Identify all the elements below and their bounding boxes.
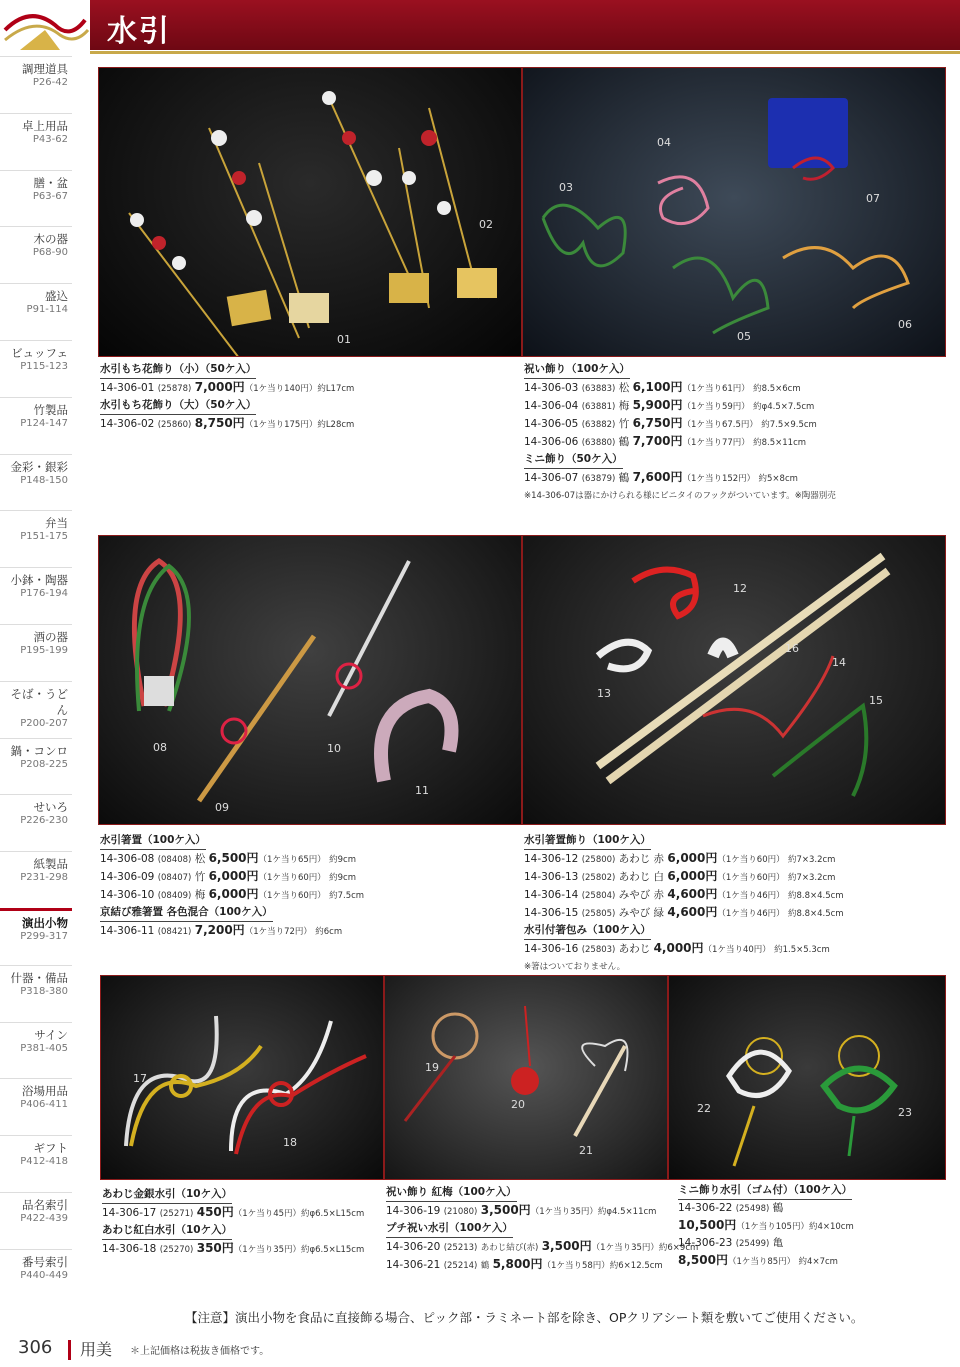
product-code: 14-306-23 (678, 1237, 733, 1249)
product-row (524, 940, 944, 958)
product-row (524, 415, 944, 433)
price: 4,600円 (667, 905, 718, 919)
sidebar-item-pages: P422-439 (20, 1213, 68, 1224)
product-heading: 水引もち花飾り（大）（50ケ入） (100, 397, 256, 415)
price: 6,000円 (667, 869, 718, 883)
product-code: 14-306-09 (100, 871, 155, 883)
product-heading: 水引箸置飾り（100ケ入） (524, 832, 651, 850)
sidebar-item-label: 竹製品 (33, 402, 68, 417)
sidebar-item-pages: P68-90 (32, 247, 68, 259)
sidebar-item-label: ギフト (33, 1141, 68, 1156)
price: 5,800円 (492, 1257, 543, 1271)
spec-block-4 (524, 832, 944, 975)
product-row (524, 958, 944, 975)
unit-price: （1ケ当り59円） (682, 402, 750, 412)
product-id: (63880) (581, 438, 616, 448)
page-footer (18, 1337, 270, 1359)
product-row (386, 1238, 699, 1256)
price: 3,500円 (480, 1203, 531, 1217)
size: 約8.8×4.5cm (787, 909, 844, 919)
product-row (524, 487, 944, 504)
item-label: 01 (337, 333, 351, 346)
product-id: (25800) (581, 855, 616, 865)
unit-price: （1ケ当り61円） (682, 384, 750, 394)
spec-block-3 (100, 832, 520, 940)
product-code: 14-306-11 (100, 925, 155, 937)
sidebar-item-label: ビュッフェ (11, 346, 68, 360)
spec-block-5 (102, 1186, 382, 1258)
sidebar-item-pages: P406-411 (20, 1099, 68, 1111)
product-id: (63879) (581, 474, 616, 484)
variant: みやび 緑 (618, 907, 665, 919)
page-title: 水引 (107, 14, 171, 49)
item-label: 08 (153, 741, 167, 754)
price: 4,000円 (653, 941, 704, 955)
sidebar-item[interactable] (0, 113, 72, 170)
product-code: 14-306-05 (524, 418, 579, 430)
product-heading: ミニ飾り（50ケ入） (524, 451, 623, 469)
sidebar-item[interactable] (0, 567, 72, 624)
iwai-kazari-illustration (523, 68, 946, 357)
sidebar-item[interactable] (0, 1078, 72, 1135)
photo-panel-7 (668, 975, 946, 1180)
product-code: 14-306-21 (386, 1259, 441, 1271)
variant: 梅 (618, 400, 630, 412)
sidebar-item[interactable] (0, 908, 72, 965)
product-id: (21080) (443, 1207, 478, 1217)
size: 約φ4.5×7.5cm (753, 402, 815, 412)
sidebar-item-pages: P148-150 (20, 474, 68, 486)
size: 約8.8×4.5cm (787, 891, 844, 901)
product-row (678, 1252, 946, 1270)
sidebar-item[interactable] (0, 965, 72, 1022)
product-id: (08409) (157, 891, 192, 901)
price: 8,750円 (194, 416, 245, 430)
sidebar-item[interactable] (0, 56, 72, 113)
size: 約6cm (315, 927, 343, 937)
sidebar-item[interactable] (0, 397, 72, 454)
sidebar-item-pages: P231-298 (20, 872, 68, 884)
sidebar-item[interactable] (0, 624, 72, 681)
unit-price: （1ケ当り175円）約L28cm (244, 420, 355, 430)
sidebar-item-label: 演出小物 (22, 916, 68, 930)
unit-price: （1ケ当り65円） (258, 855, 326, 865)
mochibana-illustration (99, 68, 522, 357)
sidebar-item-label: 什器・備品 (10, 970, 68, 985)
sidebar-item[interactable] (0, 454, 72, 511)
item-label: 04 (657, 136, 671, 149)
sidebar-item-label: 紙製品 (33, 857, 68, 872)
product-id: (25878) (157, 384, 192, 394)
product-id: (25803) (581, 945, 616, 955)
price: 350円 (196, 1241, 234, 1255)
variant: あわじ結び(赤) (480, 1243, 539, 1253)
sidebar-item-pages: P176-194 (20, 588, 68, 600)
product-row (524, 397, 944, 415)
product-row (678, 1217, 946, 1235)
product-row (524, 868, 944, 886)
unit-price: （1ケ当り140円）約L17cm (244, 384, 355, 394)
product-heading: 京結び雅箸置 各色混合（100ケ入） (100, 904, 273, 922)
product-id: (25270) (159, 1245, 194, 1255)
product-row (100, 415, 520, 433)
product-row (524, 379, 944, 397)
product-row (678, 1200, 946, 1217)
sidebar-item-pages: P26-42 (32, 77, 68, 88)
size: 約7×3.2cm (787, 873, 836, 883)
variant: 亀 (772, 1237, 784, 1249)
sidebar-item-label: サイン (34, 1027, 68, 1042)
photo-panel-4 (522, 535, 946, 825)
product-row (102, 1240, 382, 1258)
variant: 鶴 (480, 1261, 490, 1271)
product-id: (25271) (159, 1209, 194, 1219)
item-label: 03 (559, 181, 573, 194)
product-code: 14-306-02 (100, 418, 155, 430)
sidebar-item-label: 弁当 (45, 516, 68, 531)
sidebar-item-pages: P318-380 (20, 985, 68, 997)
sidebar-item[interactable] (0, 681, 72, 738)
price: 5,900円 (632, 398, 683, 412)
sidebar-item-label: 小鉢・陶器 (10, 573, 68, 588)
product-id: (08408) (157, 855, 192, 865)
size: 約1.5×5.3cm (774, 945, 830, 955)
sidebar-item-pages: P195-199 (20, 645, 68, 656)
item-label: 15 (869, 694, 883, 707)
footer-divider (68, 1340, 71, 1360)
product-id: (25804) (581, 891, 616, 901)
size: 約7×3.2cm (787, 855, 836, 865)
variant: 鶴 (772, 1202, 784, 1214)
unit-price: （1ケ当り40円） (703, 945, 771, 955)
product-id: (63882) (581, 420, 616, 430)
variant: あわじ 白 (618, 871, 665, 883)
product-heading: 水引もち花飾り（小）（50ケ入） (100, 361, 256, 379)
sidebar-item-pages: P115-123 (20, 361, 68, 372)
sidebar-item-pages: P440-449 (20, 1269, 68, 1281)
sidebar-item-label: 浴場用品 (22, 1084, 68, 1099)
sidebar-item[interactable] (0, 738, 72, 795)
sidebar-item-pages: P412-418 (20, 1156, 68, 1168)
sidebar-item[interactable] (0, 510, 72, 567)
sidebar-item-pages: P200-207 (20, 717, 68, 729)
product-code: 14-306-18 (102, 1243, 157, 1255)
variant: 松 (618, 382, 630, 394)
item-label: 20 (511, 1098, 525, 1111)
photo-panel-1 (98, 67, 522, 357)
unit-price: （1ケ当り45円）約φ6.5×L15cm (233, 1209, 365, 1219)
product-row (524, 886, 944, 904)
sidebar-item-pages: P381-405 (20, 1042, 68, 1054)
unit-price: （1ケ当り77円） (682, 438, 750, 448)
price: 6,750円 (632, 416, 683, 430)
sidebar-item-pages: P299-317 (20, 931, 68, 942)
item-label: 09 (215, 801, 229, 814)
product-code: 14-306-12 (524, 853, 579, 865)
item-label: 23 (898, 1106, 912, 1119)
price: 7,600円 (632, 470, 683, 484)
product-id: (63883) (581, 384, 616, 394)
product-code: 14-306-08 (100, 853, 155, 865)
unit-price: （1ケ当り58円）約6×12.5cm (542, 1261, 663, 1271)
product-id: (25499) (735, 1239, 770, 1249)
product-code: 14-306-10 (100, 889, 155, 901)
unit-price: （1ケ当り46円） (717, 891, 785, 901)
sidebar-item-label: 酒の器 (33, 630, 68, 644)
item-label: 13 (597, 687, 611, 700)
product-row (386, 1256, 668, 1274)
sidebar-item-pages: P226-230 (20, 815, 68, 827)
size: 約4×7cm (798, 1257, 838, 1267)
sidebar-item-label: 番号索引 (22, 1254, 68, 1269)
product-row (678, 1235, 946, 1252)
variant: あわじ (618, 943, 651, 955)
product-heading: 水引箸置（100ケ入） (100, 832, 206, 850)
product-code: 14-306-17 (102, 1207, 157, 1219)
price: 7,700円 (632, 434, 683, 448)
product-row (524, 850, 944, 868)
price: 6,000円 (208, 869, 259, 883)
product-code: 14-306-06 (524, 436, 579, 448)
variant: 竹 (618, 418, 630, 430)
sidebar-item-label: そば・うどん (10, 686, 68, 717)
size: 約7.5cm (329, 891, 365, 901)
hashioki-illustration (99, 536, 522, 825)
item-label: 05 (737, 330, 751, 343)
product-row (524, 433, 944, 451)
product-heading: 祝い飾り（100ケ入） (524, 361, 630, 379)
size: 約9cm (329, 873, 356, 883)
unit-price: （1ケ当り35円）約φ6.5×L15cm (233, 1245, 365, 1255)
product-code: 14-306-01 (100, 382, 155, 394)
product-row (100, 379, 520, 397)
sidebar-item[interactable] (0, 1135, 72, 1192)
product-heading: あわじ紅白水引（10ケ入） (102, 1222, 232, 1240)
item-label: 10 (327, 742, 341, 755)
spec-block-7 (678, 1182, 946, 1270)
product-row (524, 469, 944, 487)
product-row (100, 886, 520, 904)
product-heading: ミニ飾り水引（ゴム付）（100ケ入） (678, 1182, 852, 1200)
mizuhiki-logo-icon (0, 0, 90, 55)
product-row (524, 904, 944, 922)
sidebar-item-pages: P91-114 (26, 304, 68, 316)
sidebar-item-pages: P43-62 (32, 133, 68, 145)
product-id: (25802) (581, 873, 616, 883)
product-code: 14-306-22 (678, 1202, 733, 1214)
product-note: ※14-306-07は器にかけられる様にビニタイのフックがついています。※陶器別売 (524, 491, 836, 501)
size: 約8.5×11cm (753, 438, 807, 448)
product-row (102, 1204, 382, 1222)
item-label: 19 (425, 1061, 439, 1074)
item-label: 12 (733, 582, 747, 595)
product-row (100, 850, 520, 868)
sidebar-item[interactable] (0, 794, 72, 851)
product-code: 14-306-19 (386, 1205, 441, 1217)
product-row (386, 1202, 668, 1220)
variant: 鶴 (618, 436, 630, 448)
product-id: (25805) (581, 909, 616, 919)
kobai-illustration (385, 976, 668, 1180)
tax-note: ＊上記価格は税抜き価格です。 (130, 1346, 270, 1357)
price: 8,500円 (678, 1253, 728, 1267)
sidebar-item[interactable] (0, 1022, 72, 1079)
item-label: 18 (283, 1136, 297, 1149)
product-code: 14-306-04 (524, 400, 579, 412)
notice-text: 【注意】演出小物を食品に直接飾る場合、ピック部・ラミネート部を除き、OPクリアシート類を敷いてご使用ください。 (185, 1310, 864, 1325)
sidebar-item[interactable] (0, 1192, 72, 1249)
price: 4,600円 (667, 887, 718, 901)
sidebar-item-label: 調理道具 (22, 62, 68, 76)
product-id: (08421) (157, 927, 192, 937)
sidebar-item[interactable] (0, 851, 72, 908)
product-code: 14-306-15 (524, 907, 579, 919)
unit-price: （1ケ当り60円） (258, 873, 326, 883)
item-label: 07 (866, 192, 880, 205)
size: 約5×8cm (758, 474, 798, 484)
product-code: 14-306-03 (524, 382, 579, 394)
item-label: 17 (133, 1072, 147, 1085)
price: 3,500円 (541, 1239, 592, 1253)
sidebar-item-label: 木の器 (33, 232, 68, 247)
price: 6,100円 (632, 380, 683, 394)
item-label: 22 (697, 1102, 711, 1115)
unit-price: （1ケ当り72円） (244, 927, 312, 937)
sidebar-item-pages: P151-175 (20, 531, 68, 543)
product-row (100, 868, 520, 886)
product-heading: プチ祝い水引（100ケ入） (386, 1220, 513, 1238)
item-label: 14 (832, 656, 846, 669)
product-id: (08407) (157, 873, 192, 883)
sidebar-item-label: 卓上用品 (22, 118, 68, 133)
product-row (100, 922, 520, 940)
size: 約9cm (329, 855, 356, 865)
product-code: 14-306-14 (524, 889, 579, 901)
variant: みやび 赤 (618, 889, 665, 901)
product-code: 14-306-20 (386, 1241, 441, 1253)
sidebar-item-label: 鍋・コンロ (10, 743, 68, 758)
unit-price: （1ケ当り35円）約6×9cm (591, 1243, 699, 1253)
sidebar-item-label: せいろ (33, 800, 68, 815)
item-label: 06 (898, 318, 912, 331)
unit-price: （1ケ当り60円） (717, 855, 785, 865)
unit-price: （1ケ当り67.5円） (682, 420, 758, 430)
sidebar-item[interactable] (0, 340, 72, 397)
product-heading: 祝い飾り 紅梅（100ケ入） (386, 1184, 517, 1202)
variant: 竹 (194, 871, 206, 883)
unit-price: （1ケ当り60円） (258, 891, 326, 901)
sidebar-item-pages: P124-147 (20, 417, 68, 429)
price: 10,500円 (678, 1218, 737, 1232)
price: 6,500円 (208, 851, 259, 865)
sidebar-item-pages: P63-67 (32, 190, 68, 202)
spec-block-2 (524, 361, 944, 504)
variant: 鶴 (618, 472, 630, 484)
sidebar-item[interactable] (0, 1249, 72, 1306)
unit-price: （1ケ当り35円）約φ4.5×11cm (530, 1207, 657, 1217)
brand-name: 用美 (80, 1340, 113, 1359)
page-header (0, 0, 960, 55)
price: 7,200円 (194, 923, 245, 937)
price: 7,000円 (194, 380, 245, 394)
sidebar-item-label: 金彩・銀彩 (10, 459, 68, 474)
sidebar-item-label: 品名索引 (22, 1198, 68, 1212)
spec-block-1 (100, 361, 520, 433)
variant: あわじ 赤 (618, 853, 665, 865)
product-code: 14-306-07 (524, 472, 579, 484)
product-heading: あわじ金銀水引（10ケ入） (102, 1186, 232, 1204)
mini-kazari-illustration (669, 976, 946, 1180)
product-id: (25213) (443, 1243, 478, 1253)
sidebar-item[interactable] (0, 283, 72, 340)
price: 6,000円 (667, 851, 718, 865)
header-bar (90, 0, 960, 50)
photo-panel-2 (522, 67, 946, 357)
sidebar-item-pages: P208-225 (20, 758, 68, 770)
price: 450円 (196, 1205, 234, 1219)
sidebar-item[interactable] (0, 226, 72, 283)
unit-price: （1ケ当り85円） (727, 1257, 796, 1267)
sidebar-item-label: 膳・盆 (33, 175, 68, 190)
product-id: (25214) (443, 1261, 478, 1271)
sidebar-item[interactable] (0, 170, 72, 227)
photo-panel-3 (98, 535, 522, 825)
item-label: 16 (785, 642, 799, 655)
photo-panel-6 (384, 975, 668, 1180)
unit-price: （1ケ当り46円） (717, 909, 785, 919)
product-note: ※箸はついておりません。 (524, 962, 626, 972)
product-code: 14-306-13 (524, 871, 579, 883)
size: 約7.5×9.5cm (761, 420, 817, 430)
product-id: (63881) (581, 402, 616, 412)
spec-block-6 (386, 1184, 699, 1274)
hashioki-kazari-illustration (523, 536, 946, 825)
item-label: 02 (479, 218, 493, 231)
unit-price: （1ケ当り105円）約4×10cm (736, 1222, 854, 1232)
product-heading: 水引付箸包み（100ケ入） (524, 922, 651, 940)
variant: 梅 (194, 889, 206, 901)
size: 約8.5×6cm (753, 384, 801, 394)
page-number: 306 (18, 1337, 53, 1358)
sidebar-item-label: 盛込 (45, 289, 68, 304)
unit-price: （1ケ当り152円） (682, 474, 756, 484)
unit-price: （1ケ当り60円） (717, 873, 785, 883)
product-code: 14-306-16 (524, 943, 579, 955)
price: 6,000円 (208, 887, 259, 901)
variant: 松 (194, 853, 206, 865)
product-id: (25498) (735, 1204, 770, 1214)
item-label: 11 (415, 784, 429, 797)
photo-panel-5 (100, 975, 384, 1180)
product-id: (25860) (157, 420, 192, 430)
item-label: 21 (579, 1144, 593, 1157)
